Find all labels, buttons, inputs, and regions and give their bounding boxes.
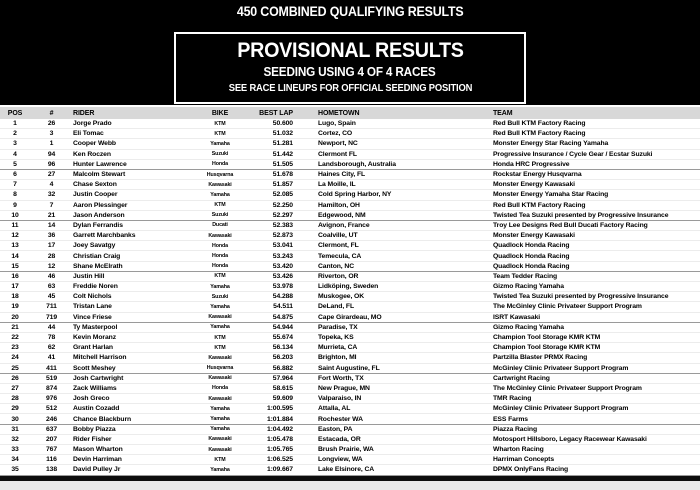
cell-best-lap: 1:05.478 [266,435,293,443]
cell-team: Red Bull KTM Factory Racing [493,130,586,138]
cell-rider: Mason Wharton [73,446,123,454]
cell-number: 45 [47,293,56,301]
cell-best-lap: 56.134 [272,344,293,352]
cell-best-lap: 58.615 [272,384,293,392]
cell-bike: KTM [214,344,226,351]
cell-team: Rockstar Energy Husqvarna [493,171,582,179]
table-row [0,374,700,384]
cell-number: 17 [47,242,56,250]
cell-rider: Bobby Piazza [73,425,116,433]
cell-hometown: Clermont FL [318,150,357,158]
table-row [0,139,700,149]
cell-team: Twisted Tea Suzuki presented by Progressive Insurance [493,293,669,301]
cell-bike: Kawasaki [208,232,232,239]
cell-bike: KTM [214,120,226,127]
cell-team: Motosport Hillsboro, Legacy Racewear Kawasaki [493,435,647,443]
cell-hometown: DeLand, FL [318,303,355,311]
cell-rider: Kevin Moranz [73,334,116,342]
table-row [0,201,700,211]
cell-number: 78 [47,334,56,342]
cell-rider: Scott Meshey [73,364,116,372]
cell-hometown: Lugo, Spain [318,120,356,128]
cell-best-lap: 52.873 [272,232,293,240]
cell-team: DPMX OnlyFans Racing [493,466,569,474]
cell-rider: Austin Cozadd [73,405,120,413]
cell-bike: KTM [214,130,226,137]
cell-hometown: Saint Augustine, FL [318,364,380,372]
cell-pos: 19 [11,303,19,311]
cell-team: Monster Energy Star Racing Yamaha [493,140,609,148]
cell-bike: Suzuki [211,293,229,300]
cell-hometown: Riverton, OR [318,272,359,280]
cell-number: 246 [45,415,58,423]
cell-best-lap: 53.978 [272,283,293,291]
cell-hometown: Paradise, TX [318,323,358,331]
cell-best-lap: 57.964 [272,374,293,382]
cell-best-lap: 51.032 [272,130,293,138]
cell-pos: 35 [11,466,19,474]
cell-rider: Ty Masterpool [73,323,118,331]
cell-best-lap: 51.857 [272,181,293,189]
cell-team: Team Tedder Racing [493,272,558,280]
cell-number: 63 [47,283,56,291]
cell-number: 36 [47,232,56,240]
cell-bike: Yamaha [210,303,230,310]
col-header-hometown: HOMETOWN [318,109,360,117]
table-row [0,282,700,292]
table-row [0,425,700,435]
cell-hometown: Avignon, France [318,221,370,229]
cell-hometown: Easton, PA [318,425,353,433]
table-row [0,455,700,465]
cell-pos: 1 [13,120,17,128]
cell-pos: 5 [13,160,17,168]
cell-team: Piazza Racing [493,425,538,433]
cell-number: 96 [47,160,56,168]
cell-rider: Ken Roczen [73,150,111,158]
lineups-note: SEE RACE LINEUPS FOR OFFICIAL SEEDING POSITION [228,83,472,94]
cell-bike: Kawasaki [208,436,232,443]
cell-bike: Suzuki [211,151,229,158]
cell-pos: 6 [13,171,17,179]
cell-rider: Rider Fisher [73,435,112,443]
cell-team: Wharton Racing [493,446,544,454]
cell-best-lap: 53.041 [272,242,293,250]
cell-best-lap: 51.442 [272,150,293,158]
cell-hometown: Cold Spring Harbor, NY [318,191,392,199]
cell-number: 14 [47,221,56,229]
cell-pos: 32 [11,435,19,443]
cell-team: McGinley Clinic Privateer Support Program [493,405,629,413]
cell-best-lap: 1:06.525 [266,456,293,464]
cell-number: 46 [47,272,56,280]
cell-number: 12 [47,262,56,270]
cell-hometown: Murrieta, CA [318,344,358,352]
cell-pos: 21 [11,323,19,331]
cell-bike: Honda [212,242,228,249]
top-banner [0,0,700,105]
cell-hometown: Fort Worth, TX [318,374,364,382]
cell-hometown: New Prague, MN [318,384,370,392]
cell-best-lap: 51.505 [272,160,293,168]
cell-team: Red Bull KTM Factory Racing [493,201,586,209]
cell-team: Champion Tool Storage KMR KTM [493,334,601,342]
cell-best-lap: 53.426 [272,272,293,280]
cell-pos: 15 [11,262,19,270]
cell-pos: 11 [11,221,19,229]
cell-number: 44 [47,323,56,331]
cell-best-lap: 56.203 [272,354,293,362]
cell-team: TMR Racing [493,395,532,403]
cell-number: 28 [47,252,56,260]
cell-team: Troy Lee Designs Red Bull Ducati Factory Racing [493,221,648,229]
table-row [0,435,700,445]
cell-team: Cartwright Racing [493,374,550,382]
cell-rider: Joey Savatgy [73,242,116,250]
page-title-text: 450 COMBINED QUALIFYING RESULTS [236,4,464,19]
cell-number: 512 [45,405,58,413]
cell-number: 21 [47,211,56,219]
table-row [0,323,700,333]
page-title [0,4,700,19]
col-header-pos: POS [7,109,23,117]
table-row [0,313,700,323]
cell-number: 138 [45,466,58,474]
cell-pos: 2 [13,130,17,138]
cell-number: 27 [47,171,56,179]
cell-pos: 31 [11,425,19,433]
col-header-best-lap: BEST LAP [259,109,293,117]
cell-best-lap: 54.875 [272,313,293,321]
cell-best-lap: 52.085 [272,191,293,199]
cell-bike: Kawasaki [208,395,232,402]
table-row [0,333,700,343]
cell-team: Honda HRC Progressive [493,160,570,168]
cell-hometown: Hamilton, OH [318,201,360,209]
cell-hometown: Haines City, FL [318,171,366,179]
cell-rider: Hunter Lawrence [73,160,127,168]
cell-best-lap: 54.511 [273,303,293,311]
cell-hometown: Cortez, CO [318,130,353,138]
table-row [0,445,700,455]
cell-team: Champion Tool Storage KMR KTM [493,344,601,352]
table-row [0,394,700,404]
cell-rider: Josh Cartwright [73,374,124,382]
cell-rider: Tristan Lane [73,303,112,311]
cell-number: 767 [45,446,58,454]
cell-pos: 22 [11,334,19,342]
cell-pos: 25 [11,364,19,372]
cell-best-lap: 1:04.492 [266,425,293,433]
cell-best-lap: 1:09.667 [266,466,293,474]
table-row [0,292,700,302]
cell-pos: 34 [11,456,19,464]
cell-bike: Yamaha [210,466,230,473]
cell-team: Quadlock Honda Racing [493,252,570,260]
cell-number: 7 [49,201,54,209]
cell-bike: Husqvarna [206,365,234,372]
cell-bike: KTM [214,273,226,280]
table-row [0,190,700,200]
cell-rider: Vince Friese [73,313,112,321]
cell-best-lap: 54.944 [272,323,293,331]
cell-bike: Honda [212,385,228,392]
cell-best-lap: 52.297 [272,211,293,219]
cell-hometown: Topeka, KS [318,334,354,342]
cell-hometown: Rochester WA [318,415,363,423]
cell-pos: 13 [11,242,19,250]
table-row [0,119,700,129]
cell-rider: Devin Harriman [73,456,122,464]
cell-team: ISRT Kawasaki [493,313,541,321]
cell-best-lap: 1:00.595 [266,405,293,413]
cell-bike: KTM [214,202,226,209]
cell-rider: David Pulley Jr [73,466,121,474]
cell-rider: Malcolm Stewart [73,171,126,179]
cell-bike: Honda [212,161,228,168]
table-row [0,353,700,363]
cell-hometown: Cape Girardeau, MO [318,313,382,321]
cell-number: 3 [49,130,54,138]
cell-best-lap: 53.420 [272,262,293,270]
cell-hometown: Temecula, CA [318,252,362,260]
provisional-results-heading: PROVISIONAL RESULTS [236,39,464,62]
cell-pos: 27 [11,384,19,392]
table-header-row [0,107,700,119]
cell-pos: 20 [11,313,19,321]
cell-team: Twisted Tea Suzuki presented by Progressive Insurance [493,211,669,219]
cell-pos: 28 [11,395,19,403]
table-row [0,180,700,190]
table-row [0,364,700,374]
cell-bike: Honda [212,253,228,260]
table-row [0,170,700,180]
col-header-team: TEAM [493,109,513,117]
cell-hometown: Longview, WA [318,456,363,464]
cell-hometown: Edgewood, NM [318,211,366,219]
cell-best-lap: 59.609 [272,395,293,403]
cell-number: 4 [49,181,54,189]
cell-number: 637 [45,425,58,433]
provisional-results-box [174,32,526,104]
cell-rider: Shane McElrath [73,262,123,270]
cell-rider: Dylan Ferrandis [73,221,123,229]
cell-number: 62 [47,344,56,352]
cell-rider: Chance Blackburn [73,415,132,423]
cell-pos: 26 [11,374,19,382]
cell-hometown: Valparaiso, IN [318,395,362,403]
cell-number: 41 [47,354,56,362]
cell-team: Progressive Insurance / Cycle Gear / Ecstar Suzuki [493,150,653,158]
col-header-number: # [49,109,54,117]
cell-team: Gizmo Racing Yamaha [493,323,564,331]
cell-bike: Kawasaki [208,375,232,382]
cell-hometown: Attalla, AL [318,405,351,413]
cell-team: ESS Farms [493,415,528,423]
cell-rider: Garrett Marchbanks [73,232,136,240]
cell-bike: KTM [214,334,226,341]
cell-pos: 30 [11,415,19,423]
cell-pos: 23 [11,344,19,352]
cell-bike: Ducati [212,222,228,229]
table-row [0,343,700,353]
cell-rider: Chase Sexton [73,181,117,189]
cell-rider: Justin Hill [73,272,105,280]
cell-bike: Yamaha [210,324,230,331]
cell-best-lap: 56.882 [272,364,293,372]
cell-number: 411 [46,364,57,372]
cell-best-lap: 52.250 [272,201,293,209]
cell-bike: Kawasaki [208,446,232,453]
cell-pos: 9 [13,201,17,209]
cell-team: The McGinley Clinic Privateer Support Program [493,303,642,311]
cell-number: 207 [45,435,58,443]
cell-hometown: Lake Elsinore, CA [318,466,375,474]
cell-hometown: Estacada, OR [318,435,361,443]
cell-number: 711 [46,303,57,311]
table-row [0,404,700,414]
cell-number: 874 [45,384,58,392]
cell-hometown: Canton, NC [318,262,355,270]
table-row [0,414,700,424]
cell-pos: 4 [13,150,17,158]
cell-pos: 24 [11,354,19,362]
table-row [0,272,700,282]
cell-rider: Jorge Prado [73,120,112,128]
cell-hometown: Muskogee, OK [318,293,365,301]
cell-pos: 14 [11,252,19,260]
cell-hometown: Landsborough, Australia [318,160,396,168]
cell-bike: Kawasaki [208,181,232,188]
cell-rider: Jason Anderson [73,211,125,219]
cell-number: 94 [47,150,56,158]
cell-number: 116 [46,456,57,464]
page-margin [0,481,700,490]
cell-number: 1 [49,140,54,148]
cell-team: Monster Energy Kawasaki [493,181,575,189]
cell-pos: 16 [11,272,19,280]
col-header-bike: BIKE [211,109,229,117]
cell-pos: 29 [11,405,19,413]
cell-pos: 33 [11,446,19,454]
cell-bike: KTM [214,456,226,463]
cell-rider: Zack Williams [73,384,117,392]
cell-hometown: Clermont, FL [318,242,359,250]
cell-rider: Aaron Plessinger [73,201,128,209]
cell-pos: 12 [11,232,19,240]
cell-hometown: Lidköping, Sweden [318,283,379,291]
cell-rider: Freddie Noren [73,283,118,291]
cell-team: Quadlock Honda Racing [493,242,570,250]
cell-bike: Kawasaki [208,354,232,361]
table-row [0,384,700,394]
cell-best-lap: 53.243 [272,252,293,260]
cell-team: Quadlock Honda Racing [493,262,570,270]
cell-team: McGinley Clinic Privateer Support Program [493,364,629,372]
cell-bike: Yamaha [210,426,230,433]
cell-hometown: La Moille, IL [318,181,356,189]
cell-team: Partzilla Blaster PRMX Racing [493,354,588,362]
cell-best-lap: 51.678 [272,171,293,179]
cell-team: Monster Energy Kawasaki [493,232,575,240]
cell-number: 32 [47,191,56,199]
table-row [0,465,700,475]
cell-rider: Josh Greco [73,395,110,403]
table-row [0,262,700,272]
table-row [0,129,700,139]
cell-pos: 18 [11,293,19,301]
cell-pos: 7 [13,181,17,189]
cell-rider: Eli Tomac [73,130,104,138]
table-row [0,221,700,231]
cell-hometown: Coalville, UT [318,232,358,240]
cell-best-lap: 55.674 [272,334,293,342]
table-row [0,251,700,261]
cell-bike: Yamaha [210,191,230,198]
cell-best-lap: 52.383 [272,221,293,229]
cell-team: Gizmo Racing Yamaha [493,283,564,291]
cell-hometown: Brighton, MI [318,354,357,362]
cell-bike: Husqvarna [206,171,234,178]
cell-rider: Colt Nichols [73,293,112,301]
table-row [0,302,700,312]
col-header-rider: RIDER [73,109,95,117]
cell-best-lap: 50.600 [272,120,293,128]
cell-rider: Grant Harlan [73,344,113,352]
cell-number: 26 [47,120,56,128]
cell-bike: Yamaha [210,416,230,423]
cell-pos: 3 [13,140,17,148]
cell-rider: Cooper Webb [73,140,116,148]
cell-pos: 17 [11,283,19,291]
seeding-subheading: SEEDING USING 4 OF 4 RACES [263,65,437,79]
cell-number: 719 [45,313,58,321]
cell-bike: Yamaha [210,283,230,290]
table-row [0,231,700,241]
cell-bike: Yamaha [210,140,230,147]
cell-team: The McGinley Clinic Privateer Support Program [493,384,642,392]
table-row [0,160,700,170]
cell-bike: Honda [212,263,228,270]
cell-rider: Christian Craig [73,252,121,260]
cell-rider: Justin Cooper [73,191,118,199]
cell-number: 519 [45,374,58,382]
cell-best-lap: 1:01.884 [266,415,293,423]
cell-number: 976 [45,395,58,403]
cell-bike: Yamaha [210,405,230,412]
cell-team: Monster Energy Yamaha Star Racing [493,191,609,199]
table-row [0,150,700,160]
table-row [0,241,700,251]
cell-best-lap: 1:05.765 [266,446,293,454]
cell-hometown: Newport, NC [318,140,358,148]
cell-hometown: Brush Prairie, WA [318,446,374,454]
cell-pos: 8 [13,191,17,199]
cell-team: Harriman Concepts [493,456,554,464]
cell-best-lap: 54.288 [272,293,293,301]
table-row [0,211,700,221]
cell-pos: 10 [11,211,19,219]
cell-team: Red Bull KTM Factory Racing [493,120,586,128]
cell-bike: Suzuki [211,212,229,219]
cell-bike: Kawasaki [208,314,232,321]
cell-rider: Mitchell Harrison [73,354,127,362]
results-table-body [0,119,700,476]
cell-best-lap: 51.281 [272,140,293,148]
